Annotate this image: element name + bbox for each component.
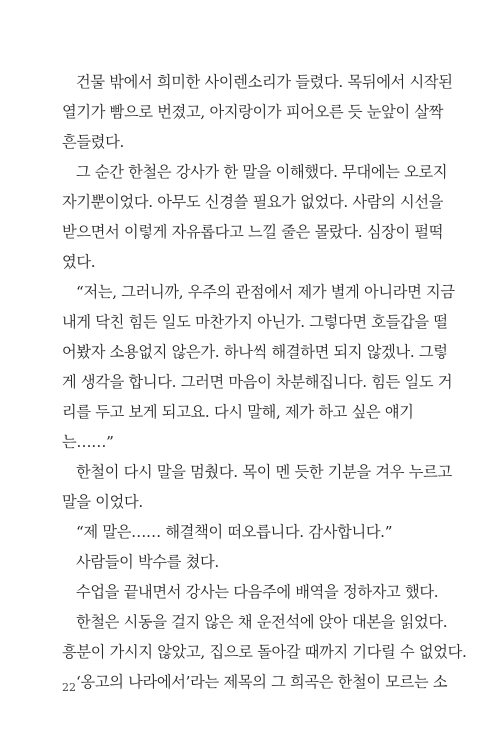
text-line: 흥분이 가시지 않았고, 집으로 돌아갈 때까지 기다릴 수 없었다. <box>62 643 467 661</box>
text-line: 수업을 끝내면서 강사는 다음주에 배역을 정하자고 했다. <box>76 583 439 601</box>
text-line: 사람들이 박수를 쳤다. <box>76 553 219 571</box>
text-line: 내게 닥친 힘든 일도 마찬가지 아닌가. 그렇다면 호들갑을 떨 <box>62 313 448 331</box>
text-line: 열기가 빰으로 번졌고, 아지랑이가 피어오른 듯 눈앞이 살짝 <box>62 103 444 121</box>
page-number: 22 <box>62 681 76 694</box>
text-line: 자기뿐이었다. 아무도 신경쓸 필요가 없었다. 사람의 시선을 <box>62 193 444 211</box>
text-line: 였다. <box>62 253 96 271</box>
text-line: 받으면서 이렇게 자유롭다고 느낄 줄은 몰랐다. 심장이 펄떡 <box>62 223 444 241</box>
text-line: 한철이 다시 말을 멈췄다. 목이 멘 듯한 기분을 겨우 누르고 <box>76 463 452 481</box>
text-line: 한철은 시동을 걸지 않은 채 운전석에 앉아 대본을 읽었다. <box>76 613 448 631</box>
text-line: 리를 두고 보게 되고요. 다시 말해, 제가 하고 싶은 얘기 <box>62 403 414 421</box>
text-line: 는……” <box>62 433 114 451</box>
text-line: 건물 밖에서 희미한 사이렌소리가 들렸다. 목뒤에서 시작된 <box>76 73 453 91</box>
text-line: 흔들렸다. <box>62 133 125 151</box>
text-line: ‘옹고의 나라에서’라는 제목의 그 희곡은 한철이 모르는 소 <box>76 673 448 691</box>
text-line: “제 말은…… 해결책이 떠오릅니다. 감사합니다.” <box>76 523 393 541</box>
text-line: “저는, 그러니까, 우주의 관점에서 제가 별게 아니라면 지금 <box>76 283 455 301</box>
text-line: 어봤자 소용없지 않은가. 하나씩 해결하면 되지 않겠나. 그렇 <box>62 343 448 361</box>
text-line: 그 순간 한철은 강사가 한 말을 이해했다. 무대에는 오로지 <box>76 163 448 181</box>
text-line: 말을 이었다. <box>62 493 143 511</box>
text-line: 게 생각을 합니다. 그러면 마음이 차분해집니다. 힘든 일도 거 <box>62 373 453 391</box>
